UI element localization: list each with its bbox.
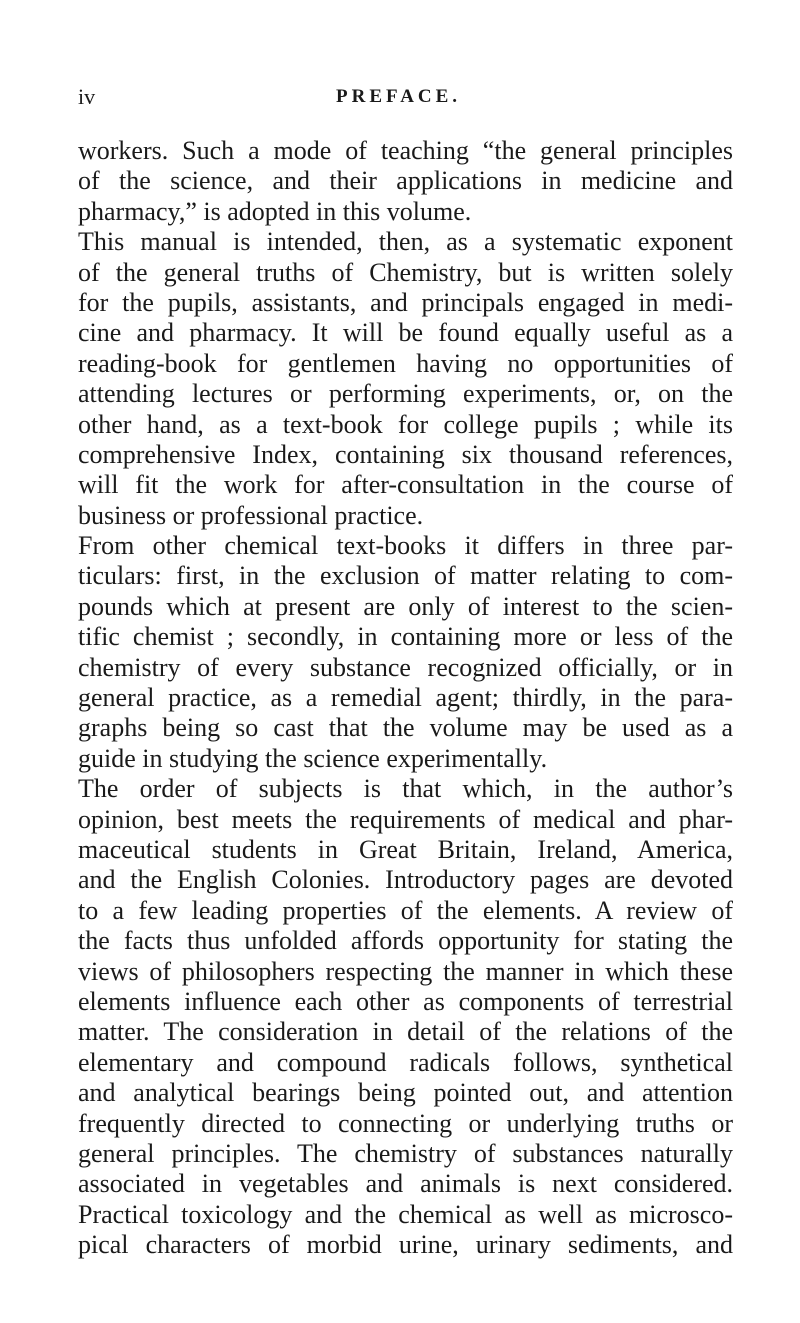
text-line: guide in studying the science experimentally.: [78, 743, 548, 773]
text-line: cine and pharmacy. It will be found equally useful as a: [78, 318, 733, 348]
page-number: iv: [78, 84, 96, 109]
text-line: will fit the work for after-consultation in the course of: [78, 470, 733, 500]
text-line: and analytical bearings being pointed out, and attention: [78, 1078, 733, 1108]
body-text: [78, 136, 733, 1260]
text-line: opinion, best meets the requirements of medical and phar-: [78, 804, 733, 834]
text-line: matter. The consideration in detail of the relations of the: [78, 1017, 733, 1047]
text-line: maceutical students in Great Britain, Ireland, America,: [78, 834, 733, 864]
text-line: elements influence each other as components of terrestrial: [78, 986, 733, 1016]
text-line: This manual is intended, then, as a systematic exponent: [78, 227, 733, 257]
text-line: general principles. The chemistry of substances naturally: [78, 1138, 733, 1168]
text-line: ticulars: first, in the exclusion of matter relating to com-: [78, 561, 733, 591]
text-line: of the science, and their applications in medicine and: [78, 166, 733, 196]
text-line: general practice, as a remedial agent; thirdly, in the para-: [78, 683, 733, 713]
text-line: pharmacy,” is adopted in this volume.: [78, 196, 472, 226]
text-line: other hand, as a text-book for college pupils ; while its: [78, 409, 733, 439]
text-line: business or professional practice.: [78, 500, 424, 530]
text-line: views of philosophers respecting the manner in which these: [78, 956, 733, 986]
text-line: elementary and compound radicals follows, synthetical: [78, 1047, 733, 1077]
text-line: of the general truths of Chemistry, but is written solely: [78, 257, 733, 287]
text-line: workers. Such a mode of teaching “the general principles: [78, 136, 733, 165]
text-line: pounds which at present are only of interest to the scien-: [78, 591, 733, 621]
text-line: frequently directed to connecting or underlying truths or: [78, 1108, 733, 1138]
text-line: for the pupils, assistants, and principals engaged in medi-: [78, 287, 733, 317]
text-line: reading-book for gentlemen having no opportunities of: [78, 348, 733, 378]
text-line: chemistry of every substance recognized officially, or in: [78, 652, 733, 682]
text-line: attending lectures or performing experiments, or, on the: [78, 379, 733, 409]
text-line: The order of subjects is that which, in the author’s: [78, 774, 733, 804]
text-line: the facts thus unfolded affords opportunity for stating the: [78, 926, 733, 956]
text-line: to a few leading properties of the elements. A review of: [78, 895, 733, 925]
text-line: Practical toxicology and the chemical as well as microsco-: [78, 1199, 733, 1229]
text-line: tific chemist ; secondly, in containing more or less of the: [78, 622, 733, 652]
text-line: graphs being so cast that the volume may be used as a: [78, 713, 733, 743]
header-title: PREFACE.: [336, 86, 462, 107]
text-line: pical characters of morbid urine, urinary sediments, and: [78, 1230, 733, 1260]
text-line: associated in vegetables and animals is next considered.: [78, 1169, 733, 1199]
text-line: comprehensive Index, containing six thousand references,: [78, 439, 733, 469]
running-head: [78, 82, 733, 112]
text-line: and the English Colonies. Introductory pages are devoted: [78, 865, 733, 895]
text-line: From other chemical text-books it differs in three par-: [78, 531, 733, 561]
